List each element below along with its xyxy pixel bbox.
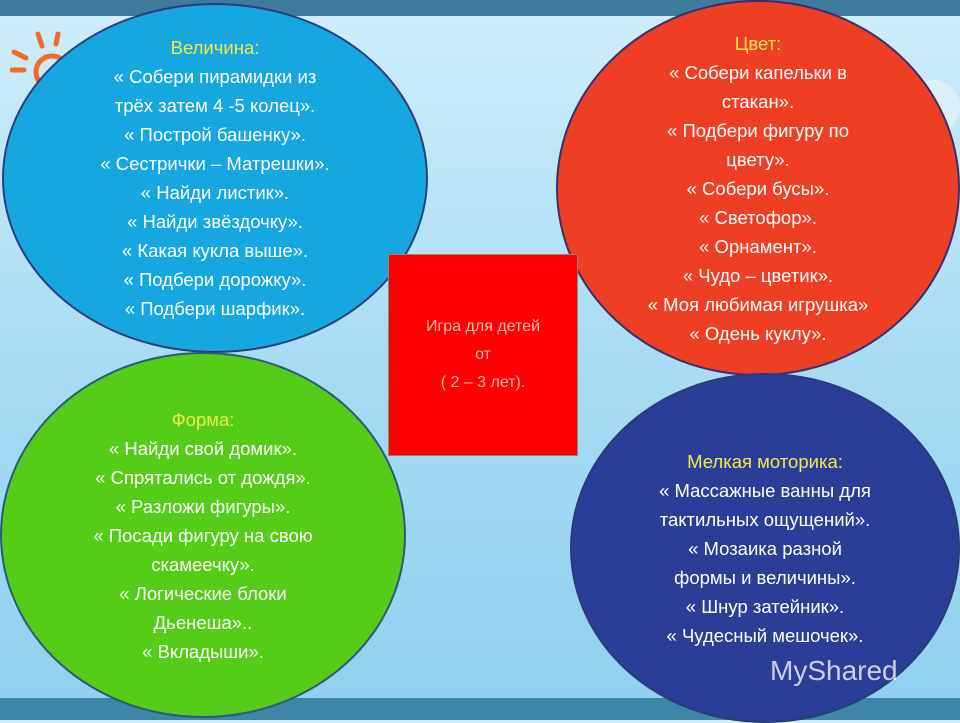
game-item: цвету». — [726, 148, 790, 170]
watermark: MyShared — [770, 655, 898, 686]
game-item: « Собери бусы». — [686, 177, 830, 199]
shape-games-ellipse — [0, 352, 406, 718]
color-games-ellipse — [556, 0, 960, 376]
game-item: « Шнур затейник». — [685, 595, 845, 617]
center-line: Игра для детей — [425, 318, 541, 335]
game-item: скамеечку». — [151, 553, 255, 575]
game-item: « Подбери шарфик». — [124, 298, 306, 319]
game-item: « Мозаика разной — [688, 537, 842, 559]
game-item: « Построй башенку». — [124, 124, 306, 145]
game-item: « Моя любимая игрушка» — [647, 293, 869, 315]
game-item: « Собери пирамидки из — [113, 66, 317, 87]
game-item: стакан». — [721, 90, 795, 112]
size-games-ellipse — [2, 3, 428, 353]
block-title: Форма: — [171, 408, 235, 430]
game-item: « Найди свой домик». — [109, 437, 297, 459]
center-title-box — [388, 254, 578, 456]
game-item: « Подбери дорожку». — [123, 269, 307, 290]
center-line: от — [475, 346, 491, 363]
game-item: Дьенеша».. — [153, 611, 253, 633]
game-item: « Одень куклу». — [689, 322, 827, 344]
game-item: « Сестрички – Матрешки». — [100, 153, 330, 174]
game-item: тактильных ощущений». — [659, 508, 871, 530]
game-item: формы и величины». — [674, 566, 856, 588]
game-item: « Массажные ванны для — [659, 479, 871, 501]
motor-games-ellipse — [570, 373, 960, 723]
game-item: « Собери капельки в — [669, 61, 847, 83]
game-item: « Вкладыши». — [142, 640, 264, 662]
game-item: « Чудо – цветик». — [682, 264, 834, 286]
game-item: « Орнамент». — [699, 235, 817, 257]
block-title: Мелкая моторика: — [687, 450, 843, 472]
game-item: « Найди листик». — [140, 182, 290, 203]
game-item: « Логические блоки — [119, 582, 287, 604]
game-item: « Найди звёздочку». — [127, 211, 303, 232]
game-item: « Посади фигуру на свою — [93, 524, 313, 546]
block-title: Цвет: — [734, 32, 782, 54]
game-item: « Спрятались от дождя». — [95, 466, 311, 488]
center-line: ( 2 – 3 лет). — [440, 374, 526, 391]
game-item: « Какая кукла выше». — [121, 240, 309, 261]
block-title: Величина: — [170, 37, 260, 58]
game-item: « Разложи фигуры». — [115, 495, 291, 517]
game-item: « Чудесный мешочек». — [666, 624, 864, 646]
game-item: « Подбери фигуру по — [667, 119, 849, 141]
game-item: « Светофор». — [699, 206, 817, 228]
game-item: трёх затем 4 -5 колец». — [114, 95, 316, 116]
